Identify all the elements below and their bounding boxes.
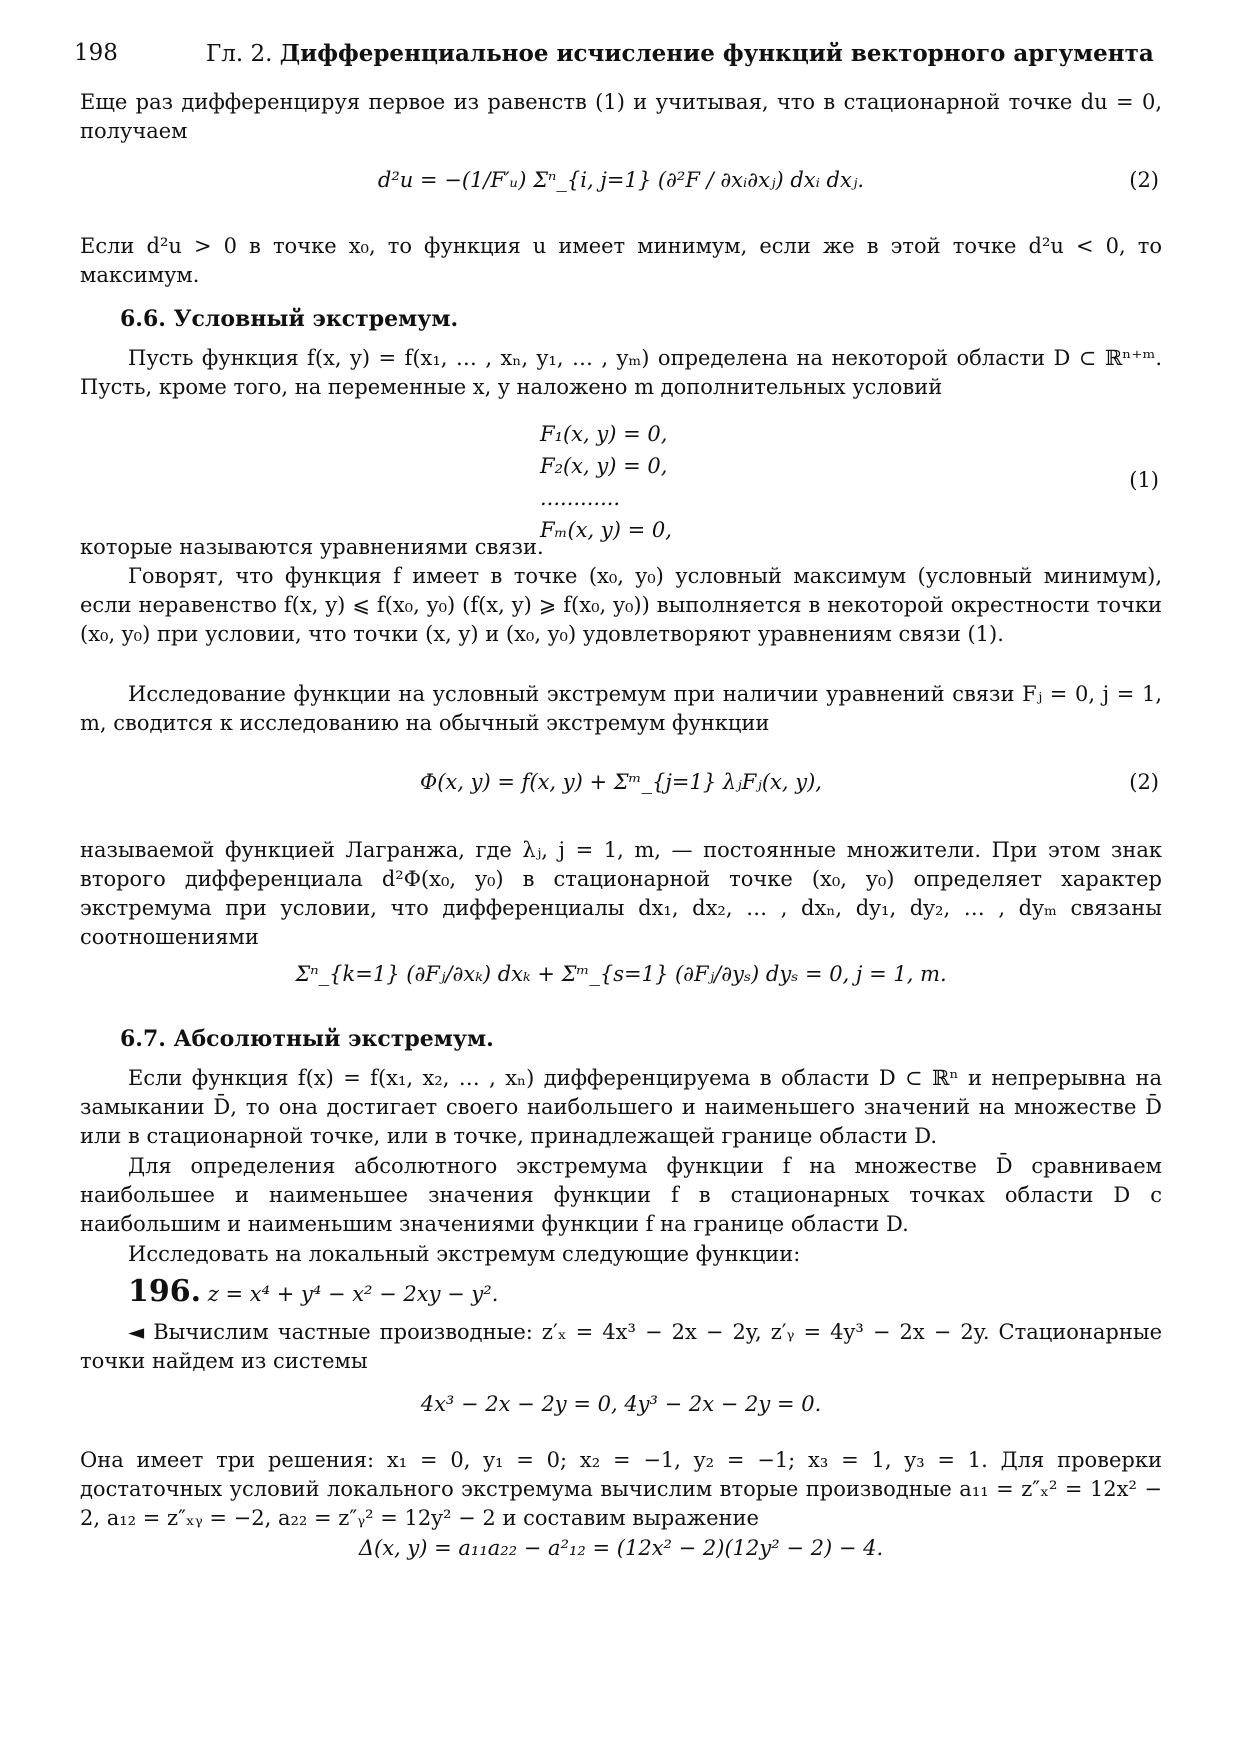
constraint-line: F₂(x, y) = 0, [540,454,668,478]
paragraph-5: Говорят, что функция f имеет в точке (x₀, y₀) условный максимум (условный минимум), если неравенство f(x, y) ⩽ f(x₀, y₀) (f(x, y) ⩾ f(x₀, y₀)) выполняется в некоторой окрестности точки (x₀, y₀) при условии, что точки (x, y) и (x₀, y₀) удовлетворяют уравнениям связи (1). [80,564,1162,646]
paragraph-1: Еще раз дифференцируя первое из равенств (1) и учитывая, что в стационарной точке du = 0, получаем [80,90,1162,143]
page-number: 198 [74,40,118,66]
paragraph-12: Она имеет три решения: x₁ = 0, y₁ = 0; x₂ = −1, y₂ = −1; x₃ = 1, y₃ = 1. Для проверки достаточных условий локального экстремума вычислим вторые производные a₁₁ = z″ₓ² = 12x² − 2, a₁₂ = z″ₓᵧ = −2, a₂₂ = z″ᵧ² = 12y² − 2 и составим выражение [80,1448,1162,1530]
paragraph-2: Если d²u > 0 в точке x₀, то функция u имеет минимум, если же в этой точке d²u < 0, то максимум. [80,234,1162,287]
equation-number: (2) [1129,168,1159,192]
equation-second-differential: d²u = −(1/F′ᵤ) Σⁿ_{i, j=1} (∂²F / ∂xᵢ∂xⱼ) dxᵢ dxⱼ. [377,168,865,192]
paragraph-8: Если функция f(x) = f(x₁, x₂, … , xₙ) дифференцируема в области D ⊂ ℝⁿ и непрерывна на замыкании D̄, то она достигает своего наибольшего и наименьшего значений на множестве D̄ или в стационарной точке, или в точке, принадлежащей границе области D. [80,1066,1162,1148]
paragraph-11: ◄ Вычислим частные производные: z′ₓ = 4x³ − 2x − 2y, z′ᵧ = 4y³ − 2x − 2y. Стационарные точки найдем из системы [80,1320,1162,1373]
chapter-title: Дифференциальное исчисление функций векторного аргумента [279,40,1154,67]
running-header [206,40,1154,67]
paragraph-6: Исследование функции на условный экстремум при наличии уравнений связи Fⱼ = 0, j = 1, m, сводится к исследованию на обычный экстремум функции [80,682,1162,735]
constraint-line: F₁(x, y) = 0, [540,422,668,446]
paragraph-10: Исследовать на локальный экстремум следующие функции: [128,1242,801,1266]
equation-number: (1) [1129,468,1159,492]
constraint-line: Fₘ(x, y) = 0, [540,518,672,542]
paragraph-9: Для определения абсолютного экстремума функции f на множестве D̄ сравниваем наибольшее и наименьшее значения функции f в стационарных точках области D с наибольшим и наименьшим значениями функции f на границе области D. [80,1154,1162,1236]
problem-function: z = x⁴ + y⁴ − x² − 2xy − y². [207,1282,499,1306]
paragraph-3: Пусть функция f(x, y) = f(x₁, … , xₙ, y₁, … , yₘ) определена на некоторой области D ⊂ ℝⁿ⁺ᵐ. Пусть, кроме того, на переменные x, y наложено m дополнительных условий [80,346,1162,399]
equation-lagrange: Φ(x, y) = f(x, y) + Σᵐ_{j=1} λⱼFⱼ(x, y), [420,770,822,794]
paragraph-7: называемой функцией Лагранжа, где λⱼ, j = 1, m, — постоянные множители. При этом знак второго дифференциала d²Φ(x₀, y₀) в стационарной точке (x₀, y₀) определяет характер экстремума при условии, что дифференциалы dx₁, dx₂, … , dxₙ, dy₁, dy₂, … , dyₘ связаны соотношениями [80,838,1162,949]
problem-number: 196. [128,1274,202,1309]
paragraph-4: которые называются уравнениями связи. [80,535,544,559]
equation-number: (2) [1129,770,1159,794]
problem-196 [80,1272,1162,1314]
chapter-label: Гл. 2. [206,41,273,67]
section-heading-6-7: 6.7. Абсолютный экстремум. [120,1026,494,1052]
equation-differential-constraints: Σⁿ_{k=1} (∂Fⱼ/∂xₖ) dxₖ + Σᵐ_{s=1} (∂Fⱼ/∂yₛ) dyₛ = 0, j = 1, m. [295,962,947,986]
section-heading-6-6: 6.6. Условный экстремум. [120,306,459,332]
constraint-line: ............ [540,486,621,510]
equation-delta: Δ(x, y) = a₁₁a₂₂ − a²₁₂ = (12x² − 2)(12y² − 2) − 4. [358,1536,884,1560]
constraint-system [540,418,672,546]
equation-stationary-system: 4x³ − 2x − 2y = 0, 4y³ − 2x − 2y = 0. [420,1392,822,1416]
